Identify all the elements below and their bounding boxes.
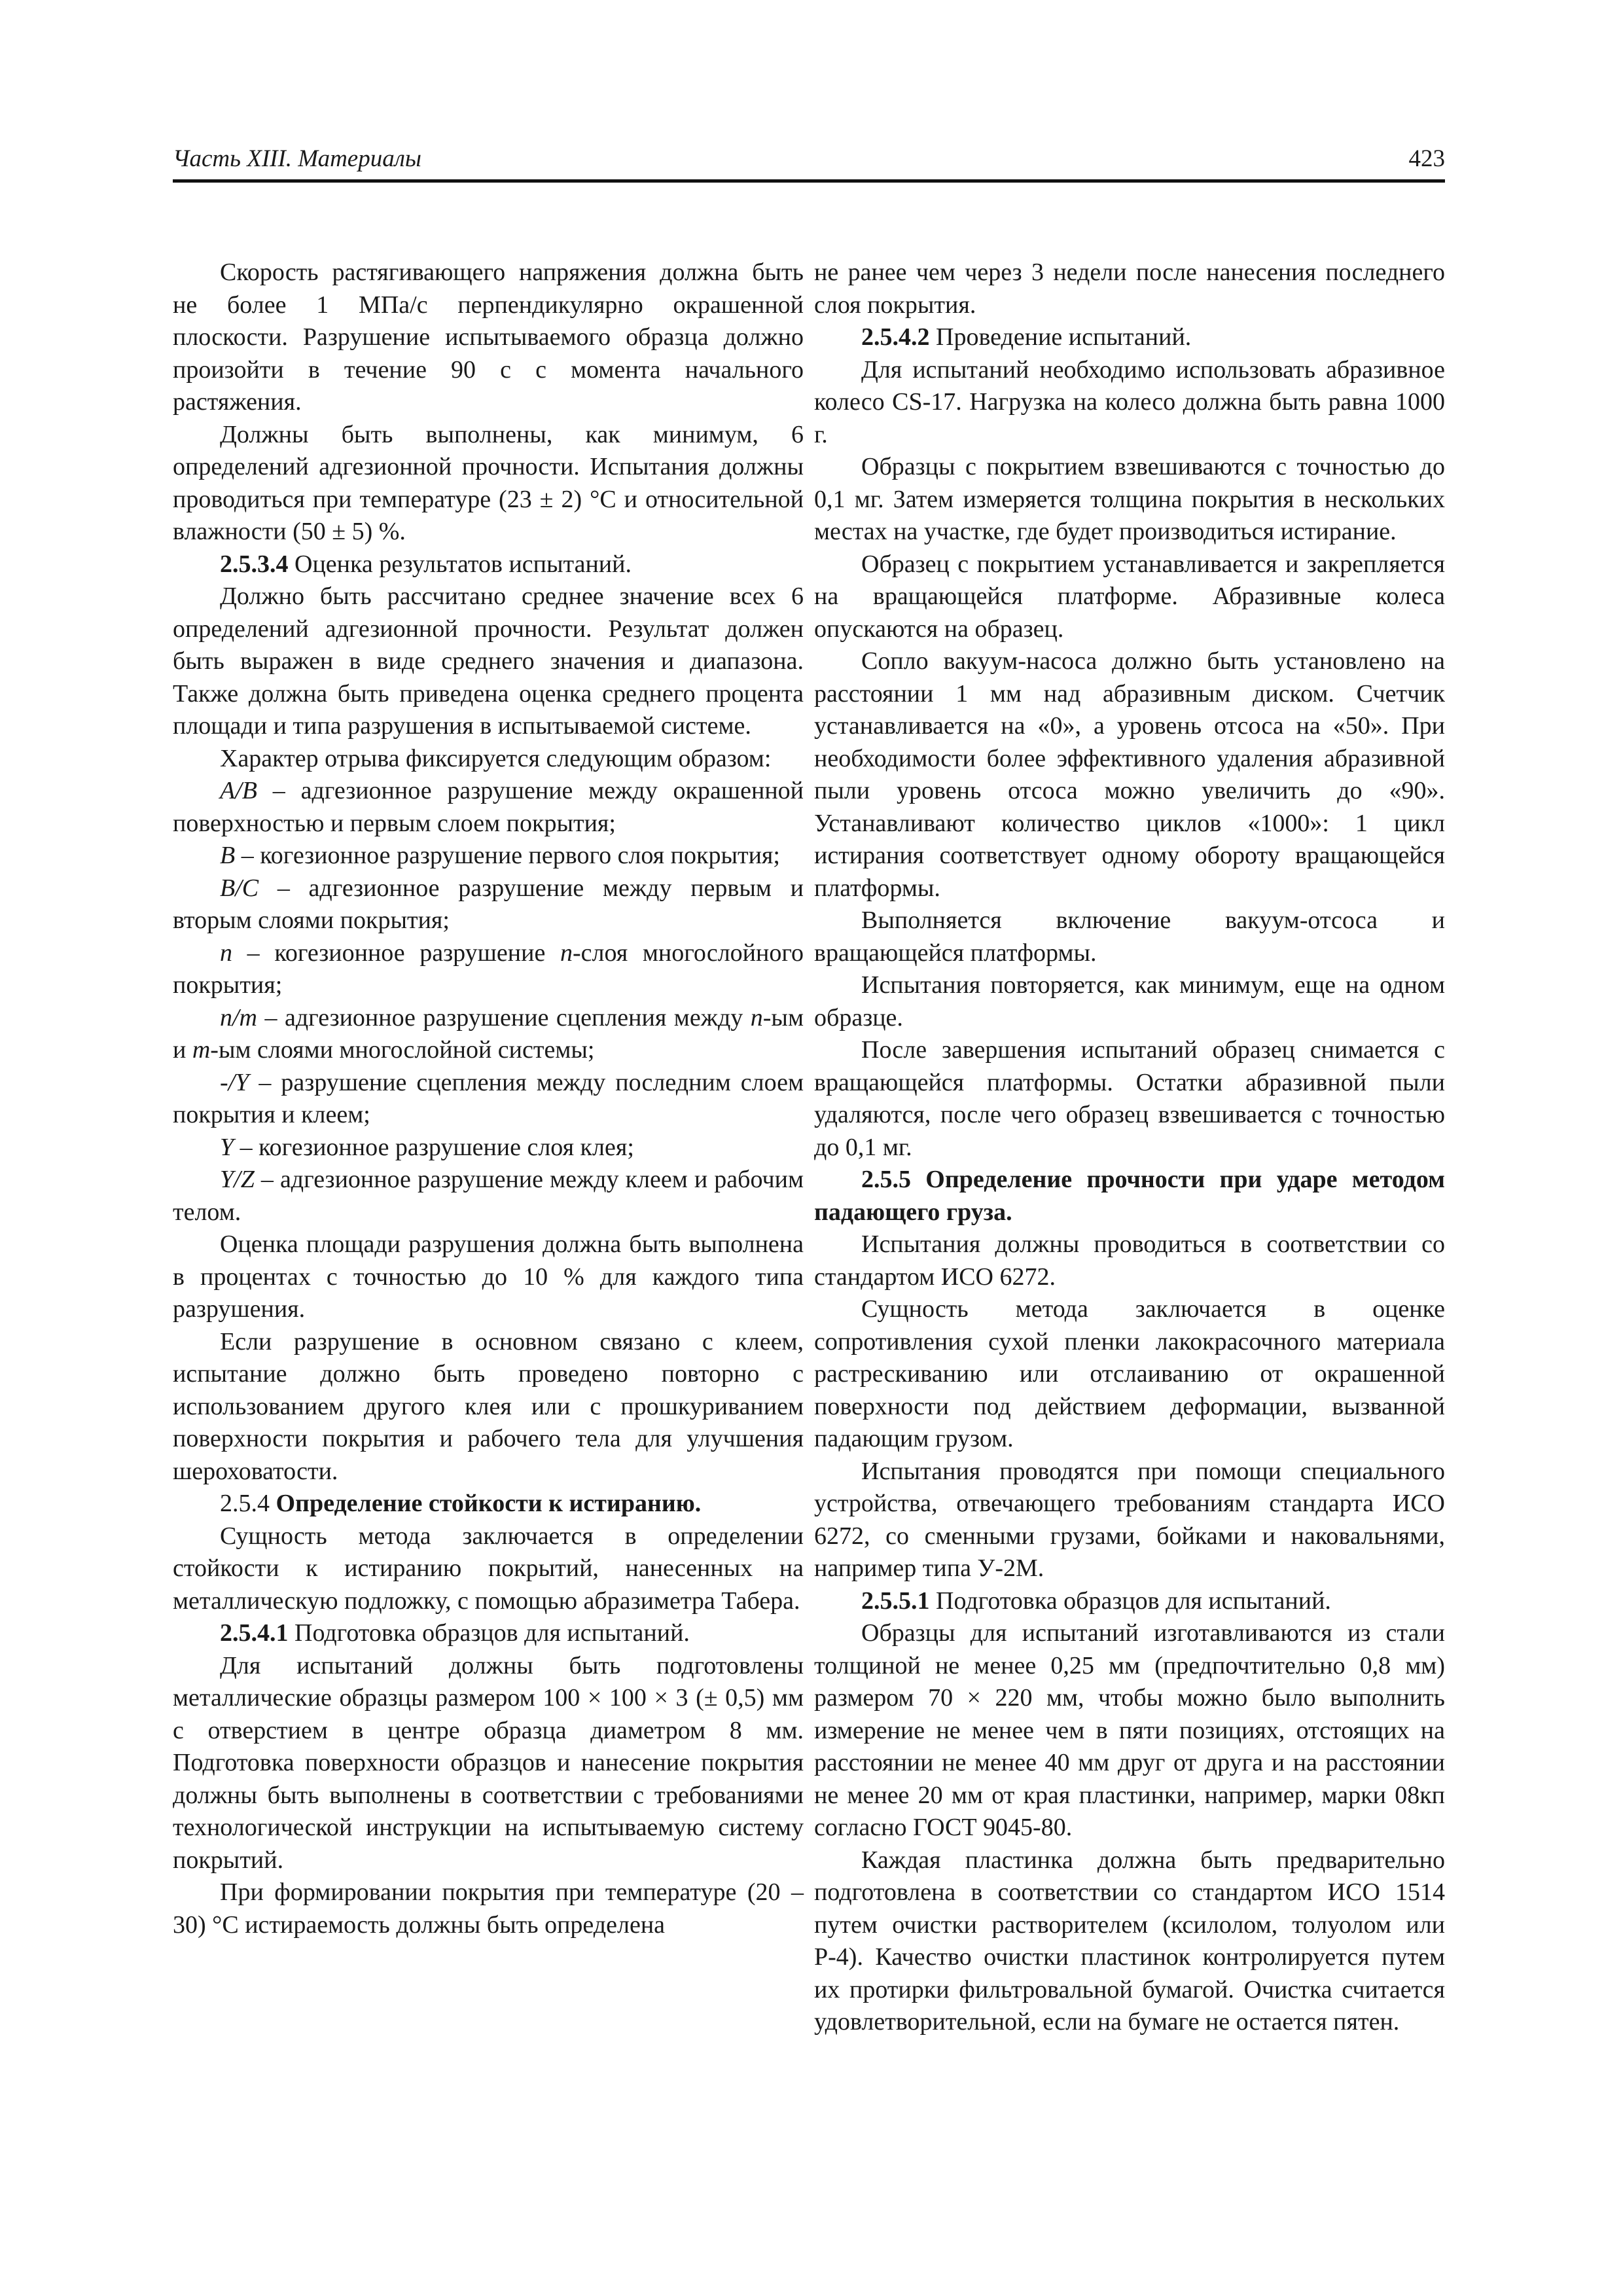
failure-type-nm: n/m – адгезионное разрушение сцепления между n-ым и m-ым слоями многослойной системы; (173, 1003, 804, 1064)
section-title: Определение стойкости к истиранию. (270, 1490, 702, 1517)
section-number: 2.5.5.1 (861, 1587, 930, 1615)
paragraph: Характер отрыва фиксируется следующим образом: (220, 744, 772, 772)
section-title: Оценка результатов испытаний. (288, 550, 632, 578)
failure-code: n/m (220, 1003, 257, 1031)
paragraph: Испытания должны проводиться в соответствии со стандартом ИСО 6272. (814, 1230, 1445, 1291)
running-title: Часть XIII. Материалы (173, 145, 421, 172)
failure-type-b: B – когезионное разрушение первого слоя покрытия; (220, 842, 780, 869)
right-column (814, 257, 1445, 2039)
section-heading-2542 (814, 321, 1445, 354)
section-title: 2.5.5 Определение прочности при ударе методом падающего груза. (814, 1166, 1445, 1226)
section-title: Подготовка образцов для испытаний. (929, 1587, 1331, 1615)
paragraph: Испытания повторяется, как минимум, еще на одном образце. (814, 971, 1445, 1031)
paragraph: Для испытаний должны быть подготовлены металлические образцы размером 100 × 100 × 3 (± 0,5) мм с отверстием в центре образца диаметром 8 мм. Подготовка поверхности образцов и нанесение покрытия должны быть выполнены в соответствии с требованиями технологической инструкции на испытываемую систему покрытий. (173, 1651, 804, 1874)
paragraph: После завершения испытаний образец снимается с вращающейся платформы. Остатки абразивной пыли удаляются, после чего образец взвешивается с точностью до 0,1 мг. (814, 1036, 1445, 1161)
failure-code: B (220, 842, 236, 869)
left-column (173, 257, 804, 1941)
section-number: 2.5.3.4 (220, 550, 289, 578)
failure-code: A/B (220, 777, 257, 804)
paragraph: Образцы для испытаний изготавливаются из стали толщиной не менее 0,25 мм (предпочтительно 0,8 мм) размером 70 × 220 мм, чтобы можно было выполнить измерение не менее чем в пяти позициях, отстоящих на расстоянии не менее 40 мм друг от друга и на расстоянии не менее 20 мм от края пластинки, например, марки 08кп согласно ГОСТ 9045-80. (814, 1619, 1445, 1841)
paragraph: Образец с покрытием устанавливается и закрепляется на вращающейся платформе. Абразивные колеса опускаются на образец. (814, 550, 1445, 643)
failure-code: Y/Z (220, 1166, 255, 1193)
section-heading-2534 (173, 548, 804, 581)
section-number: 2.5.4 (220, 1490, 270, 1517)
section-heading-2541 (173, 1617, 804, 1650)
paragraph: Должно быть рассчитано среднее значение всех 6 определений адгезионной прочности. Результат должен быть выражен в виде среднего значения и диапазона. Также должна быть приведена оценка среднего процента площади и типа разрушения в испытываемой системе. (173, 583, 804, 740)
section-number: 2.5.4.1 (220, 1619, 289, 1647)
section-heading-254 (173, 1488, 804, 1520)
paragraph: Сущность метода заключается в оценке сопротивления сухой пленки лакокрасочного материала растрескиванию или отслаиванию от окрашенной поверхности под действием деформации, вызванной падающим грузом. (814, 1295, 1445, 1452)
failure-type-ab: A/B – адгезионное разрушение между окрашенной поверхностью и первым слоем покрытия; (173, 777, 804, 837)
paragraph: Оценка площади разрушения должна быть выполнена в процентах с точностью до 10 % для каждого типа разрушения. (173, 1230, 804, 1323)
section-title: Подготовка образцов для испытаний. (288, 1619, 690, 1647)
running-header (173, 139, 1445, 183)
paragraph: Выполняется включение вакуум-отсоса и вращающейся платформы. (814, 906, 1445, 967)
section-heading-2551 (814, 1585, 1445, 1618)
failure-type-yz: Y/Z – адгезионное разрушение между клеем и рабочим телом. (173, 1166, 804, 1226)
page-number: 423 (1408, 145, 1445, 172)
paragraph: Сущность метода заключается в определении стойкости к истиранию покрытий, нанесенных на металлическую подложку, с помощью абразиметра Табера. (173, 1522, 804, 1615)
paragraph: Для испытаний необходимо использовать абразивное колесо CS-17. Нагрузка на колесо должна быть равна 1000 г. (814, 355, 1445, 448)
paragraph: Образцы с покрытием взвешиваются с точностью до 0,1 мг. Затем измеряется толщина покрытия в нескольких местах на участке, где будет производиться истирание. (814, 453, 1445, 545)
failure-type-bc: B/C – адгезионное разрушение между первым и вторым слоями покрытия; (173, 874, 804, 934)
section-heading-255 (814, 1164, 1445, 1229)
failure-code: n (220, 939, 232, 967)
failure-code: -/Y (220, 1068, 249, 1096)
paragraph: Сопло вакуум-насоса должно быть установлено на расстоянии 1 мм над абразивным диском. Счетчик устанавливается на «0», а уровень отсоса на «50». При необходимости более эффективного удаления абразивной пыли уровень отсоса можно увеличить до «90». Устанавливают количество циклов «1000»: 1 цикл истирания соответствует одному обороту вращающейся платформы. (814, 647, 1445, 902)
failure-code: B/C (220, 874, 259, 902)
paragraph: Каждая пластинка должна быть предварительно подготовлена в соответствии со стандартом ИСО 1514 путем очистки растворителем (ксилолом, толуолом или Р-4). Качество очистки пластинок контролируется путем их протирки фильтровальной бумагой. Очистка считается удовлетворительной, если на бумаге не остается пятен. (814, 1846, 1445, 2036)
failure-type-y-adhesive: -/Y – разрушение сцепления между последним слоем покрытия и клеем; (173, 1068, 804, 1128)
failure-type-y: Y – когезионное разрушение слоя клея; (220, 1133, 634, 1161)
failure-type-n: n – когезионное разрушение n-слоя многослойного покрытия; (173, 939, 804, 999)
paragraph: Испытания проводятся при помощи специального устройства, отвечающего требованиям стандарта ИСО 6272, со сменными грузами, бойками и наковальнями, например типа У-2М. (814, 1457, 1445, 1582)
failure-code: Y (220, 1133, 234, 1161)
paragraph: не ранее чем через 3 недели после нанесения последнего слоя покрытия. (814, 259, 1445, 319)
paragraph: Должны быть выполнены, как минимум, 6 определений адгезионной прочности. Испытания должны проводиться при температуре (23 ± 2) °С и относительной влажности (50 ± 5) %. (173, 420, 804, 545)
paragraph: Скорость растягивающего напряжения должна быть не более 1 МПа/с перпендикулярно окрашенной плоскости. Разрушение испытываемого образца должно произойти в течение 90 с с момента начального растяжения. (173, 259, 804, 416)
paragraph: Если разрушение в основном связано с клеем, испытание должно быть проведено повторно с использованием другого клея или с прошкуриванием поверхности покрытия и рабочего тела для улучшения шероховатости. (173, 1327, 804, 1485)
paragraph: При формировании покрытия при температуре (20 – 30) °С истираемость должны быть определена (173, 1878, 804, 1939)
section-title: Проведение испытаний. (929, 323, 1192, 351)
section-number: 2.5.4.2 (861, 323, 930, 351)
